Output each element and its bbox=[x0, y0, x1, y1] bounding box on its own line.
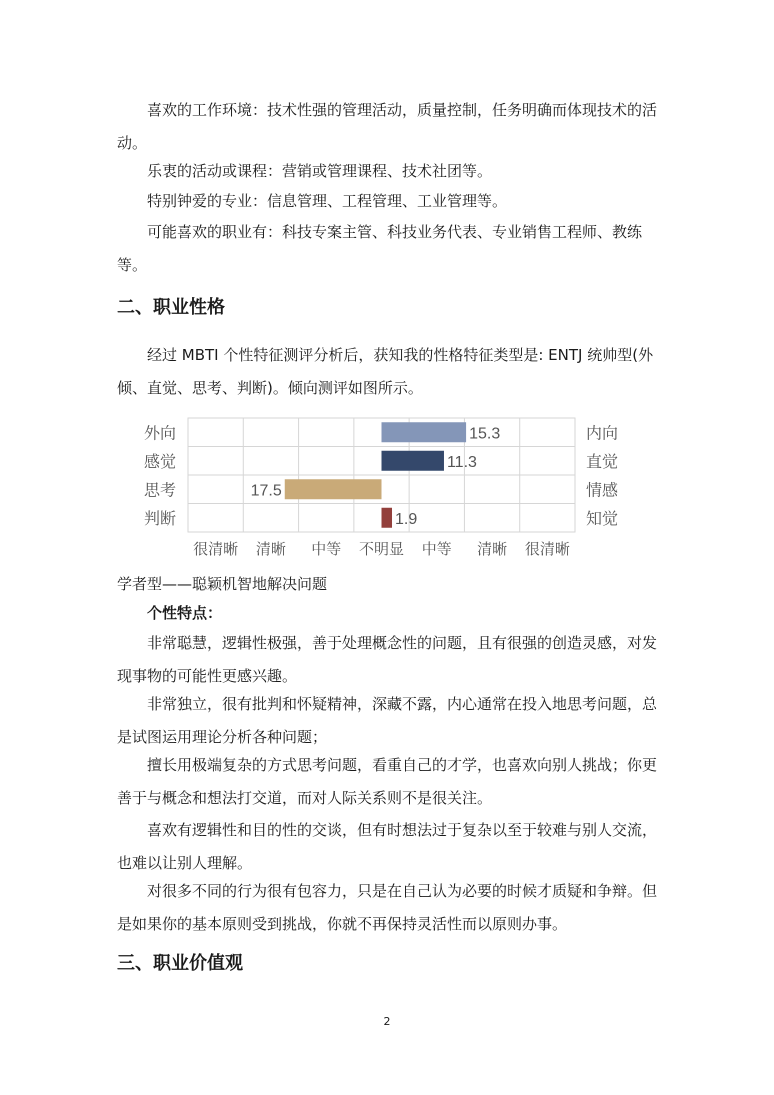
trait-paragraph-1: 非常聪慧，逻辑性极强，善于处理概念性的问题，且有很强的创造灵感，对发现事物的可能性更感兴趣。 bbox=[117, 634, 658, 685]
work-environment-paragraph: 喜欢的工作环境：技术性强的管理活动，质量控制，任务明确而体现技术的活动。 bbox=[117, 101, 658, 152]
trait-paragraph-3: 擅长用极端复杂的方式思考问题，看重自己的才学，也喜欢向别人挑战；你更善于与概念和想法打交道，而对人际关系则不是很关注。 bbox=[117, 756, 658, 807]
page-number: 2 bbox=[383, 1015, 391, 1028]
y-label-left: 感觉 bbox=[144, 453, 177, 471]
data-label: 1.9 bbox=[395, 510, 418, 528]
x-tick-label: 清晰 bbox=[477, 541, 508, 558]
bar bbox=[285, 479, 382, 499]
careers-paragraph: 可能喜欢的职业有：科技专案主管、科技业务代表、专业销售工程师、教练等。 bbox=[117, 223, 643, 274]
data-label: 15.3 bbox=[469, 425, 501, 443]
y-label-right: 内向 bbox=[586, 425, 619, 443]
y-label-right: 知觉 bbox=[586, 510, 619, 528]
data-label: 11.3 bbox=[446, 453, 477, 471]
x-tick-label: 中等 bbox=[311, 541, 342, 558]
mbti-paragraph: 经过 MBTI 个性特征测评分析后，获知我的性格特征类型是: ENTJ 统帅型(外倾、直觉、思考、判断)。倾向测评如图所示。 bbox=[117, 346, 654, 397]
x-tick-label: 清晰 bbox=[255, 541, 286, 558]
majors-paragraph: 特别钟爱的专业：信息管理、工程管理、工业管理等。 bbox=[147, 192, 508, 210]
trait-paragraph-4: 喜欢有逻辑性和目的性的交谈，但有时想法过于复杂以至于较难与别人交流，也难以让别人理解。 bbox=[117, 821, 658, 872]
bar bbox=[382, 508, 393, 528]
traits-heading: 个性特点： bbox=[147, 604, 223, 622]
y-label-right: 直觉 bbox=[586, 453, 619, 471]
y-label-left: 思考 bbox=[144, 482, 177, 500]
y-label-right: 情感 bbox=[586, 482, 619, 500]
section-heading-career-values: 三、职业价值观 bbox=[117, 953, 243, 974]
chart-caption: 学者型——聪颖机智地解决问题 bbox=[117, 575, 328, 593]
bar bbox=[382, 422, 467, 442]
bar bbox=[382, 451, 444, 471]
x-tick-label: 很清晰 bbox=[524, 541, 570, 558]
trait-paragraph-5: 对很多不同的行为很有包容力，只是在自己认为必要的时候才质疑和争辩。但是如果你的基本原则受到挑战，你就不再保持灵活性而以原则办事。 bbox=[117, 882, 658, 933]
activities-paragraph: 乐衷的活动或课程：营销或管理课程、技术社团等。 bbox=[147, 162, 493, 180]
x-tick-label: 中等 bbox=[421, 541, 452, 558]
data-label: 17.5 bbox=[250, 482, 282, 500]
y-label-left: 判断 bbox=[144, 510, 177, 528]
trait-paragraph-2: 非常独立，很有批判和怀疑精神，深藏不露，内心通常在投入地思考问题，总是试图运用理论分析各种问题； bbox=[117, 695, 658, 746]
section-heading-career-personality: 二、职业性格 bbox=[117, 297, 225, 318]
mbti-bar-chart bbox=[130, 410, 630, 560]
x-tick-label: 不明显 bbox=[358, 541, 405, 558]
y-label-left: 外向 bbox=[144, 425, 177, 443]
x-tick-label: 很清晰 bbox=[193, 541, 239, 558]
